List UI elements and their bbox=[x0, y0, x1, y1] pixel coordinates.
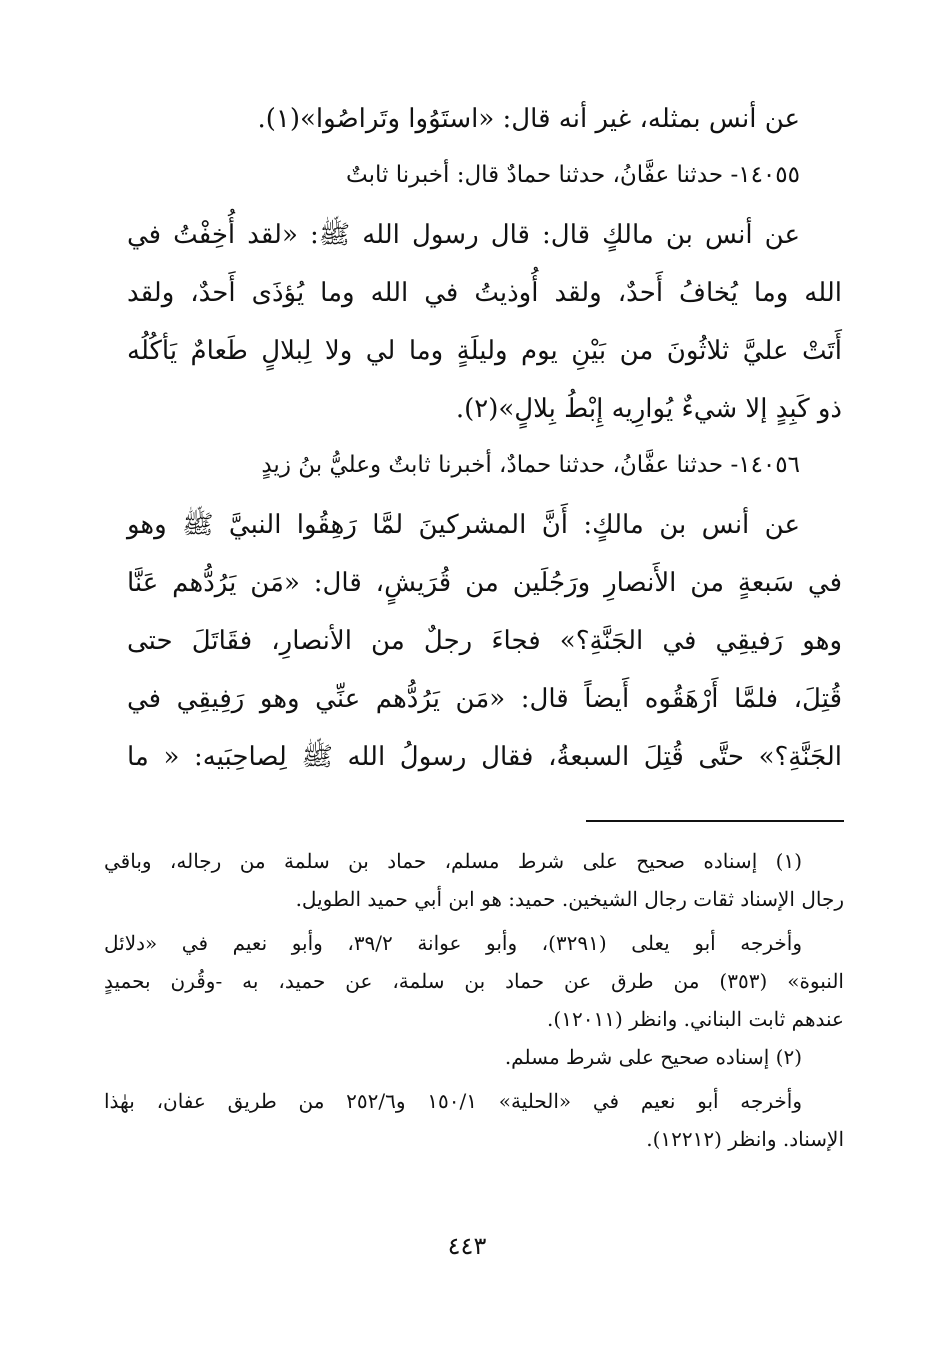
text-line: وهو رَفيقِي في الجَنَّةِ؟» فجاءَ رجلٌ من الأنصارِ، فقَاتَلَ حتى bbox=[127, 626, 842, 656]
footnote-line: (٢) إسناده صحيح على شرط مسلم. bbox=[504, 1045, 802, 1069]
footnote-line: عندهم ثابت البناني. وانظر (١٢٠١١). bbox=[547, 1007, 844, 1031]
footnote-separator bbox=[586, 820, 844, 822]
text-line: قُتِلَ، فلمَّا أَرْهَقُوه أَيضاً قال: «مَن يَرُدُّهم عنِّي وهو رَفِيقِي في bbox=[127, 684, 842, 714]
text-line: عن أنس بمثله، غير أنه قال: «استَوُوا وتَراصُوا»(١). bbox=[257, 104, 800, 134]
footnote-line: وأخرجه أبو يعلى (٣٢٩١)، وأبو عوانة ٣٩/٢، وأبو نعيم في «دلائل bbox=[104, 931, 802, 955]
text-line: عن أنس بن مالكٍ: أَنَّ المشركينَ لمَّا رَهِقُوا النبيَّ ﷺ وهو bbox=[127, 510, 800, 540]
text-line: الجَنَّةِ؟» حتَّى قُتِلَ السبعةُ، فقال رسولُ الله ﷺ لِصاحِبَيه: « ما bbox=[127, 742, 842, 772]
footnote-line: (١) إسناده صحيح على شرط مسلم، حماد بن سلمة من رجاله، وباقي bbox=[104, 849, 802, 873]
hadith-heading-14055: ١٤٠٥٥- حدثنا عفَّانُ، حدثنا حمادٌ قال: أخبرنا ثابتٌ bbox=[346, 162, 800, 188]
main-text bbox=[127, 90, 842, 786]
footnote-line: رجال الإسناد ثقات رجال الشيخين. حميد: هو ابن أبي حميد الطويل. bbox=[295, 887, 844, 911]
text-line: الله وما يُخافُ أَحدٌ، ولقد أُوذيتُ في الله وما يُؤذَى أَحدٌ، ولقد bbox=[127, 278, 842, 308]
text-line: في سَبعةٍ من الأَنصارِ ورَجُلَين من قُرَيشٍ، قال: «مَن يَرُدُّهم عَنَّا bbox=[127, 568, 842, 598]
footnotes bbox=[104, 842, 844, 1158]
hadith-heading-14056: ١٤٠٥٦- حدثنا عفَّانُ، حدثنا حمادٌ، أخبرنا ثابتٌ وعليُّ بنُ زيدٍ bbox=[261, 452, 800, 478]
footnote-line: الإسناد. وانظر (١٢٢١٢). bbox=[646, 1127, 844, 1151]
text-line: عن أنس بن مالكٍ قال: قال رسول الله ﷺ: «لقد أُخِفْتُ في bbox=[127, 220, 800, 250]
footnote-line: وأخرجه أبو نعيم في «الحلية» ١٥٠/١ و٢٥٢/٦ من طريق عفان، بهٰذا bbox=[104, 1089, 802, 1113]
page-number: ٤٤٣ bbox=[447, 1232, 487, 1260]
text-line: ذو كَبِدٍ إلا شيءٌ يُوارِيه إِبْطُ بِلالٍ»(٢). bbox=[455, 394, 842, 424]
footnote-line: النبوة» (٣٥٣) من طرق عن حماد بن سلمة، عن حميد، به -وقُرن بحميدٍ bbox=[104, 969, 844, 993]
text-line: أَتَتْ عليَّ ثلاثُونَ من بَيْنِ يوم وليلَةٍ وما لي ولا لِبلالٍ طَعامٌ يَأكُلُه bbox=[127, 336, 842, 366]
